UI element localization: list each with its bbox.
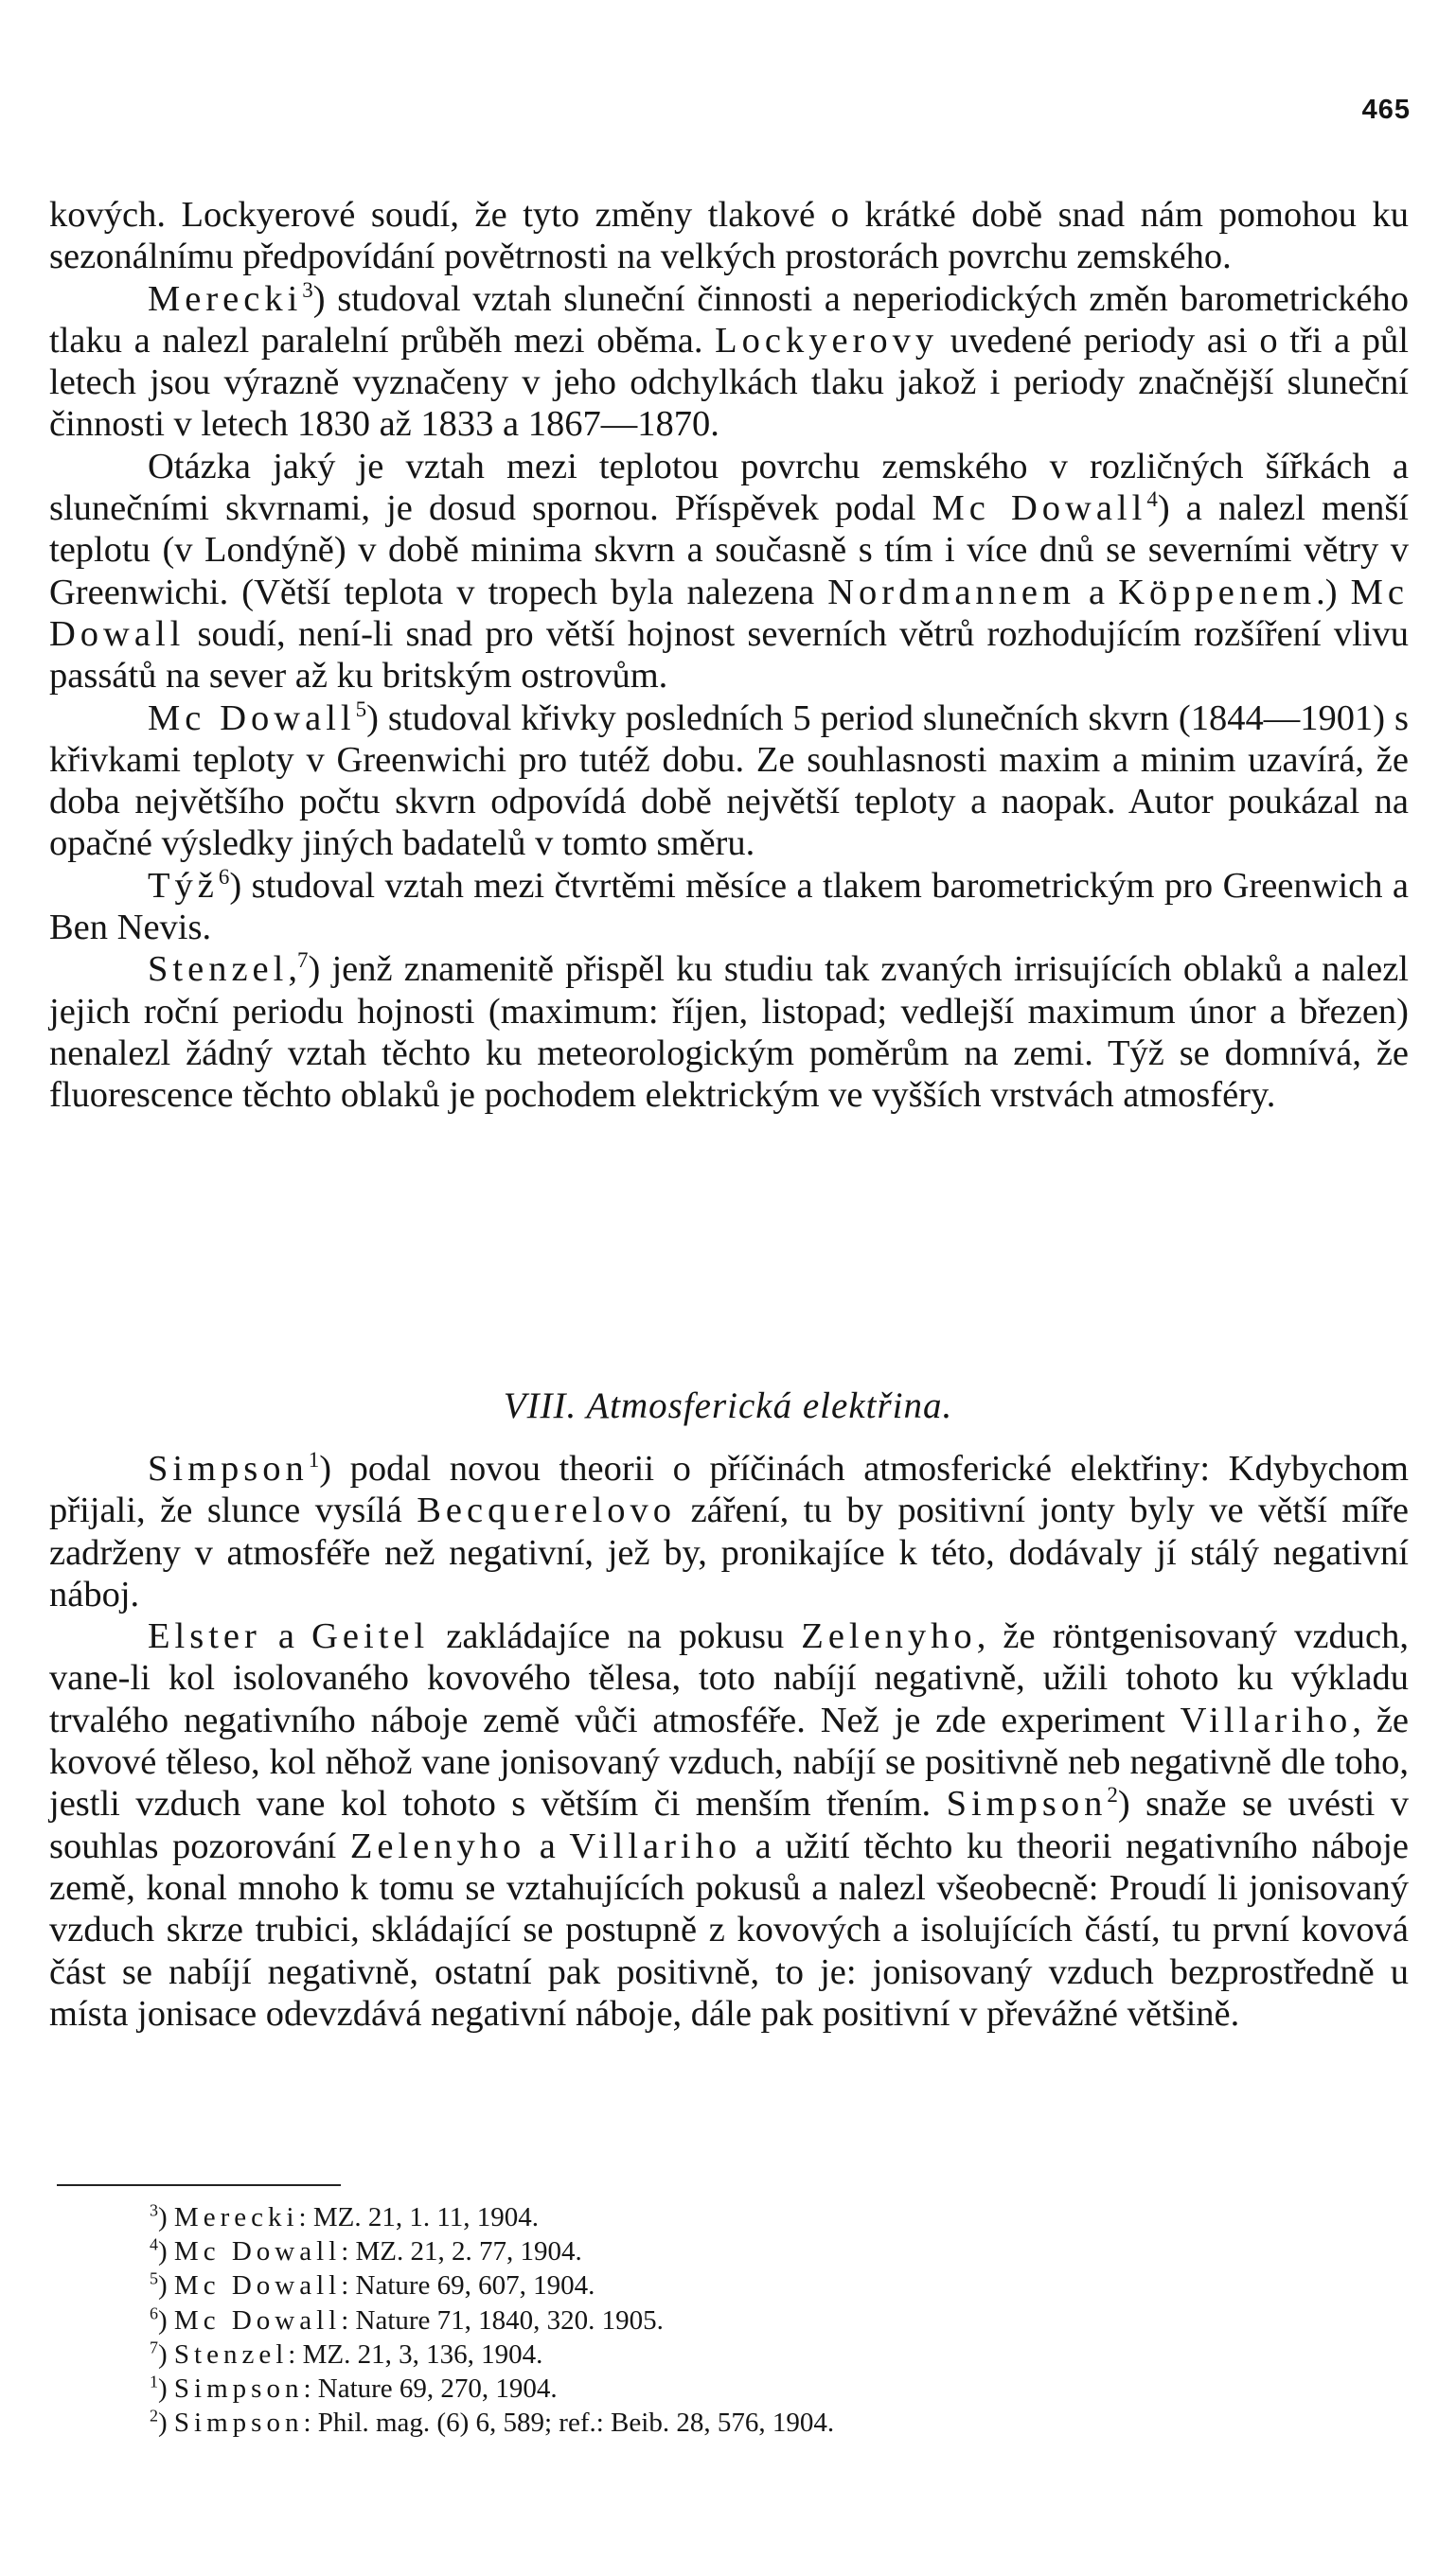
footnote-author: Mc Dowall: [173, 2236, 342, 2267]
footnote: $^2$) Simpson: Phil. mag. (6) 6, 589; ref.: Beib. 28, 576, 1904.: [150, 2406, 835, 2439]
text-run: Otázka jaký je vztah mezi teplotou povrchu zemského v rozličných šířkách a slunečními skvrnami, je dosud spornou. Příspěvek podal: [49, 446, 1409, 529]
spaced-name: Stenzel: [148, 949, 289, 990]
text-run: ,: [288, 949, 297, 990]
text-run: zakládajíce na pokusu: [429, 1616, 802, 1657]
footnote: $^4$) Mc Dowall: MZ. 21, 2. 77, 1904.: [150, 2234, 582, 2267]
page-number: 465: [1361, 95, 1411, 125]
footnote-mark: 2: [1107, 1783, 1118, 1808]
text-run: ) studoval vztah mezi čtvrtěmi měsíce a tlakem barometrickým pro Greenwich a Ben Nevis.: [49, 865, 1409, 948]
footnote: $^1$) Simpson: Nature 69, 270, 1904.: [150, 2372, 558, 2405]
paragraph: [49, 446, 1409, 697]
footnote: $^3$) Merecki: MZ. 21, 1. 11, 1904.: [150, 2200, 540, 2232]
paragraph: [49, 1615, 1409, 2035]
text-run: ) a nalezl menší teplotu (v Londýně) v době minima skvrn a současně s tím i více dnů se severními větry v Greenwichi. (Větší teplota v tropech byla nalezena: [49, 488, 1409, 612]
footnote-rule: [57, 2184, 341, 2186]
text-run: záření, tu by positivní jonty byly ve větší míře zadrženy v atmosféře než negativní, jež by, pronikajíce k této, dodávaly jí stálý negativní náboj.: [49, 1491, 1409, 1614]
footnote-author: Merecki: [173, 2202, 299, 2232]
text-run: .): [1316, 572, 1351, 612]
spaced-name: Mc Dowall: [148, 697, 356, 738]
footnote-reference: : Phil. mag. (6) 6, 589; ref.: Beib. 28, 576, 1904.: [303, 2408, 835, 2439]
footnote-author: Mc Dowall: [173, 2304, 342, 2336]
text-run: uvedené periody asi o tři a půl letech jsou výrazně vyznačeny v jeho odchylkách tlaku jakož i periody značnější sluneční činnosti v letech 1830 až 1833 a 1867—1870.: [49, 320, 1409, 445]
spaced-name: Mc Dowall: [49, 572, 1409, 654]
footnote-reference: : Nature 71, 1840, 320. 1905.: [341, 2304, 664, 2336]
footnote-number: 4: [150, 2234, 158, 2254]
text-run: a: [260, 1616, 312, 1657]
spaced-name: Lockyerovy: [715, 320, 939, 361]
footnote-mark: 6: [218, 864, 230, 889]
spaced-name: Týž: [148, 865, 219, 906]
paragraph: [49, 865, 1409, 949]
spaced-name: Köppenem: [1118, 572, 1317, 612]
footnote-author: Stenzel: [173, 2338, 289, 2370]
text-run: soudí, není-li snad pro větší hojnost severních větrů rozhodujícím rozšíření vlivu passátů na sever až ku britským ostrovům.: [49, 613, 1409, 697]
footnote-mark: 4: [1146, 487, 1158, 512]
text-run: ) jenž znamenitě přispěl ku studiu tak zvaných irrisujících oblaků a nalezl jejich roční periodu hojnosti (maximum: říjen, listopad; vedlejší maximum únor a březen) nenalezl žádný vztah těchto ku meteorologickým poměrům na zemi. Týž se domnívá, že fluorescence těchto oblaků je pochodem elektrickým ve vyšších vrstvách atmosféry.: [49, 949, 1409, 1116]
footnote-reference: : MZ. 21, 3, 136, 1904.: [288, 2338, 543, 2370]
footnote-author: Mc Dowall: [173, 2270, 342, 2302]
footnote-author: Simpson: [173, 2373, 304, 2405]
footnote-author: Simpson: [173, 2408, 304, 2439]
spaced-name: Elster: [148, 1616, 261, 1657]
footnote-mark: 5: [355, 697, 367, 721]
footnote-mark: 3: [302, 277, 313, 302]
body-text-before-section: [49, 194, 1409, 1117]
text-run: ) snaže se uvésti v souhlas pozorování: [49, 1784, 1409, 1866]
text-run: , že kovové těleso, kol něhož vane jonisovaný vzduch, nabíjí se positivně neb negativně dle toho, jestli vzduch vane kol tohoto s větším či menším třením.: [49, 1700, 1409, 1825]
footnote-number: 3: [150, 2200, 158, 2220]
spaced-name: Simpson: [946, 1784, 1108, 1825]
footnotes: [150, 2200, 834, 2440]
text-run: , že röntgenisovaný vzduch, vane-li kol isolovaného kovového tělesa, toto nabíjí negativně, užili tohoto ku výkladu trvalého negativního náboje země vůči atmosféře. Než je zde experiment: [49, 1616, 1409, 1740]
spaced-name: Zelenyho: [349, 1826, 526, 1866]
footnote-number: 7: [150, 2338, 158, 2357]
text-run: a užití těchto ku theorii negativního náboje země, konal mnoho k tomu se vztahujících pokusů a nalezl všeobecně: Proudí li jonisovaný vzduch skrze trubici, skládající se postupně z kovových a isolujících částí, tu první kovová část se nabíjí negativně, ostatní pak positivně, to je: jonisovaný vzduch bezprostředně u místa jonisace odevzdává negativní náboje, dále pak positivní v převážné většině.: [49, 1826, 1409, 2034]
text-run: kových. Lockyerové soudí, že tyto změny tlakové o krátké době snad nám pomohou ku sezonálnímu předpovídání povětrnosti na velkých prostorách povrchu zemského.: [49, 195, 1409, 277]
text-run: a: [525, 1826, 570, 1866]
spaced-name: Merecki: [148, 278, 303, 319]
footnote: $^6$) Mc Dowall: Nature 71, 1840, 320. 1905.: [150, 2303, 664, 2336]
paragraph: [49, 1448, 1409, 1615]
spaced-name: Zelenyho: [801, 1616, 977, 1657]
spaced-name: Geitel: [311, 1616, 430, 1657]
footnote-reference: : MZ. 21, 1. 11, 1904.: [298, 2202, 540, 2232]
text-run: ) studoval křivky posledních 5 period slunečních skvrn (1844—1901) s křivkami teploty v Greenwichi pro tutéž dobu. Ze souhlasnosti maxim a minim uzavírá, že doba největšího počtu skvrn odpovídá době největší teploty a naopak. Autor poukázal na opačné výsledky jiných badatelů v tomto směru.: [49, 697, 1409, 864]
spaced-name: Villariho: [1180, 1700, 1353, 1740]
text-run: ) studoval vztah sluneční činnosti a neperiodických změn barometrického tlaku a nalezl paralelní průběh mezi oběma.: [49, 278, 1409, 361]
text-run: a: [1074, 572, 1119, 612]
spaced-name: Mc Dowall: [932, 488, 1147, 529]
paragraph: [49, 194, 1409, 278]
footnote-reference: : MZ. 21, 2. 77, 1904.: [341, 2236, 582, 2267]
spaced-name: Nordmannem: [827, 572, 1075, 612]
footnote-number: 2: [150, 2406, 158, 2426]
spaced-name: Becquerelovo: [417, 1491, 677, 1531]
spaced-name: Simpson: [148, 1449, 309, 1489]
footnote: $^5$) Mc Dowall: Nature 69, 607, 1904.: [150, 2268, 595, 2302]
footnote-number: 6: [150, 2303, 158, 2322]
footnote-reference: : Nature 69, 270, 1904.: [303, 2373, 558, 2405]
footnote: $^7$) Stenzel: MZ. 21, 3, 136, 1904.: [150, 2338, 543, 2370]
footnote-mark: 7: [296, 948, 309, 973]
spaced-name: Villariho: [569, 1826, 742, 1866]
section-title: VIII. Atmosferická elektřina.: [503, 1385, 953, 1426]
paragraph: [49, 948, 1409, 1116]
body-text-section-viii: [49, 1448, 1409, 2035]
footnote-number: 5: [150, 2268, 158, 2288]
footnote-reference: : Nature 69, 607, 1904.: [341, 2270, 595, 2302]
footnote-number: 1: [150, 2372, 158, 2391]
footnote-mark: 1: [308, 1448, 320, 1473]
paragraph: [49, 697, 1409, 865]
text-run: ) podal novou theorii o příčinách atmosferické elektřiny: Kdybychom přijali, že slunce vysílá: [49, 1449, 1409, 1531]
paragraph: [49, 278, 1409, 446]
